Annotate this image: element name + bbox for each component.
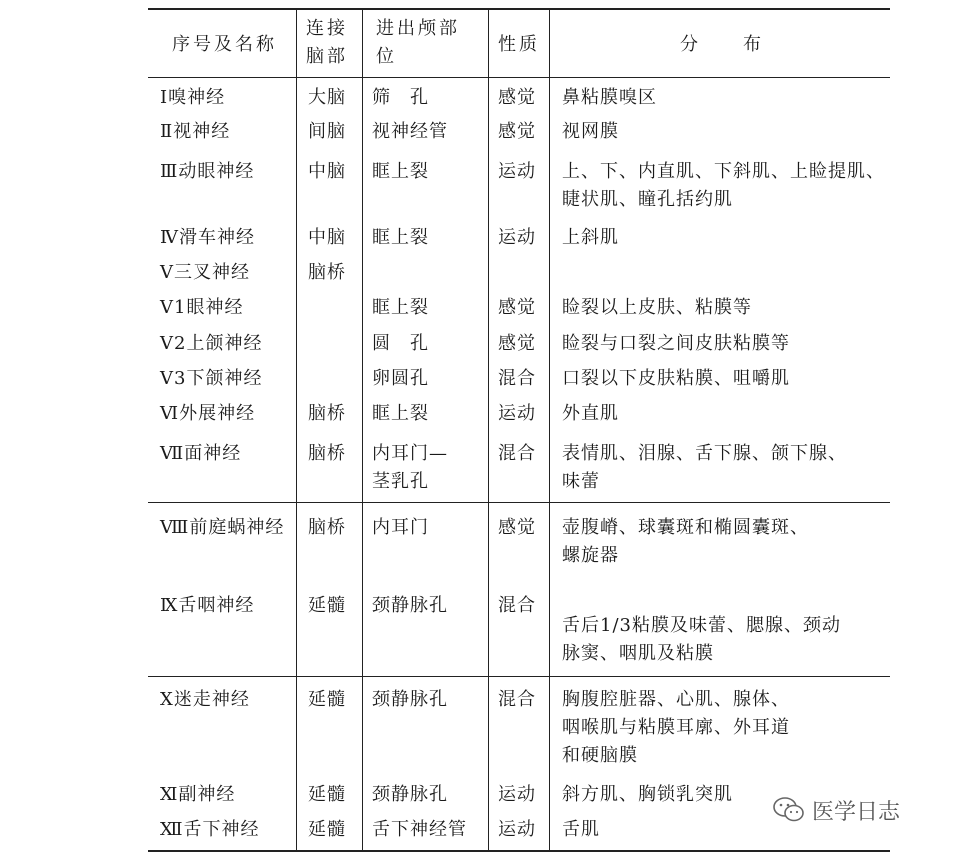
distribution-text: 脉窦、咽肌及粘膜 <box>562 643 714 664</box>
header-brain-2: 脑部 <box>306 46 348 67</box>
nerve-nature: 运动 <box>498 403 536 424</box>
brain-region: 脑桥 <box>308 403 346 424</box>
nerve-name: Ⅵ外展神经 <box>160 403 256 424</box>
distribution-text: 外直肌 <box>562 403 619 424</box>
distribution-text: 斜方肌、胸锁乳突肌 <box>562 784 733 805</box>
nerve-nature: 运动 <box>498 784 536 805</box>
brain-region: 延髓 <box>308 689 346 710</box>
distribution-text: 视网膜 <box>562 121 619 142</box>
brain-region: 大脑 <box>308 87 346 108</box>
distribution-text: 鼻粘膜嗅区 <box>562 87 657 108</box>
skull-exit: 颈静脉孔 <box>372 595 448 616</box>
header-exit-1: 进出颅部 <box>376 18 460 39</box>
table-top-rule <box>148 8 890 10</box>
nerve-nature: 运动 <box>498 227 536 248</box>
brain-region: 间脑 <box>308 121 346 142</box>
nerve-nature: 感觉 <box>498 297 536 318</box>
distribution-text: 睑裂与口裂之间皮肤粘膜等 <box>562 333 790 354</box>
nerve-name: Ⅴ3下颌神经 <box>160 368 263 389</box>
header-distribution: 分 布 <box>680 34 764 55</box>
nerve-nature: 感觉 <box>498 87 536 108</box>
skull-exit: 颈静脉孔 <box>372 689 448 710</box>
nerve-nature: 混合 <box>498 443 536 464</box>
distribution-text: 味蕾 <box>562 471 600 492</box>
nerve-name: Ⅶ面神经 <box>160 443 242 464</box>
brain-region: 延髓 <box>308 784 346 805</box>
distribution-text: 睑裂以上皮肤、粘膜等 <box>562 297 752 318</box>
brain-region: 延髓 <box>308 595 346 616</box>
distribution-text: 上、下、内直肌、下斜肌、上睑提肌、 <box>562 161 885 182</box>
distribution-text: 胸腹腔脏器、心肌、腺体、 <box>562 689 790 710</box>
watermark <box>772 793 900 827</box>
distribution-text: 和硬脑膜 <box>562 745 638 766</box>
header-brain-1: 连接 <box>306 18 348 39</box>
nerve-name: Ⅴ三叉神经 <box>160 262 250 283</box>
skull-exit: 眶上裂 <box>372 297 429 318</box>
brain-region: 脑桥 <box>308 517 346 538</box>
distribution-text: 舌后1/3粘膜及味蕾、腮腺、颈动 <box>562 615 841 636</box>
skull-exit: 内耳门 <box>372 517 429 538</box>
nerve-nature: 混合 <box>498 368 536 389</box>
skull-exit: 茎乳孔 <box>372 471 429 492</box>
brain-region: 延髓 <box>308 819 346 840</box>
brain-region: 脑桥 <box>308 443 346 464</box>
column-divider-2 <box>362 10 363 850</box>
skull-exit: 颈静脉孔 <box>372 784 448 805</box>
skull-exit: 内耳门— <box>372 443 448 464</box>
nerve-nature: 混合 <box>498 689 536 710</box>
distribution-text: 咽喉肌与粘膜耳廓、外耳道 <box>562 717 790 738</box>
nerve-nature: 感觉 <box>498 333 536 354</box>
distribution-text: 睫状肌、瞳孔括约肌 <box>562 189 733 210</box>
table-bottom-rule <box>148 850 890 852</box>
header-exit-2: 位 <box>376 46 397 67</box>
nerve-nature: 感觉 <box>498 517 536 538</box>
section-rule-2 <box>148 676 890 677</box>
nerve-name: Ⅴ1眼神经 <box>160 297 244 318</box>
watermark-text: 医学日志 <box>812 799 901 825</box>
skull-exit: 圆 孔 <box>372 333 429 354</box>
distribution-text: 壶腹嵴、球囊斑和椭圆囊斑、 <box>562 517 809 538</box>
distribution-text: 口裂以下皮肤粘膜、咀嚼肌 <box>562 368 790 389</box>
skull-exit: 眶上裂 <box>372 403 429 424</box>
nerve-name: Ⅲ动眼神经 <box>160 161 255 182</box>
nerve-nature: 混合 <box>498 595 536 616</box>
nerve-name: Ⅷ前庭蜗神经 <box>160 517 285 538</box>
distribution-text: 上斜肌 <box>562 227 619 248</box>
skull-exit: 卵圆孔 <box>372 368 429 389</box>
skull-exit: 眶上裂 <box>372 227 429 248</box>
section-rule-1 <box>148 502 890 503</box>
column-divider-4 <box>549 10 550 850</box>
brain-region: 脑桥 <box>308 262 346 283</box>
column-divider-3 <box>488 10 489 850</box>
distribution-text: 表情肌、泪腺、舌下腺、颌下腺、 <box>562 443 847 464</box>
distribution-text: 舌肌 <box>562 819 600 840</box>
nerve-name: Ⅺ副神经 <box>160 784 236 805</box>
nerve-nature: 感觉 <box>498 121 536 142</box>
nerve-name: Ⅸ舌咽神经 <box>160 595 255 616</box>
nerve-nature: 运动 <box>498 161 536 182</box>
brain-region: 中脑 <box>308 161 346 182</box>
nerve-name: Ⅴ2上颌神经 <box>160 333 263 354</box>
skull-exit: 舌下神经管 <box>372 819 467 840</box>
nerve-name: Ⅹ迷走神经 <box>160 689 250 710</box>
brain-region: 中脑 <box>308 227 346 248</box>
skull-exit: 筛 孔 <box>372 87 429 108</box>
wechat-icon <box>772 796 806 824</box>
nerve-nature: 运动 <box>498 819 536 840</box>
distribution-text: 螺旋器 <box>562 545 619 566</box>
nerve-name: Ⅰ嗅神经 <box>160 87 226 108</box>
column-divider-1 <box>296 10 297 850</box>
header-bottom-rule <box>148 77 890 78</box>
nerve-name: Ⅱ视神经 <box>160 121 231 142</box>
nerve-name: Ⅳ滑车神经 <box>160 227 255 248</box>
skull-exit: 眶上裂 <box>372 161 429 182</box>
nerve-name: Ⅻ舌下神经 <box>160 819 260 840</box>
header-nature: 性质 <box>498 34 540 55</box>
skull-exit: 视神经管 <box>372 121 448 142</box>
header-name: 序号及名称 <box>172 34 277 55</box>
